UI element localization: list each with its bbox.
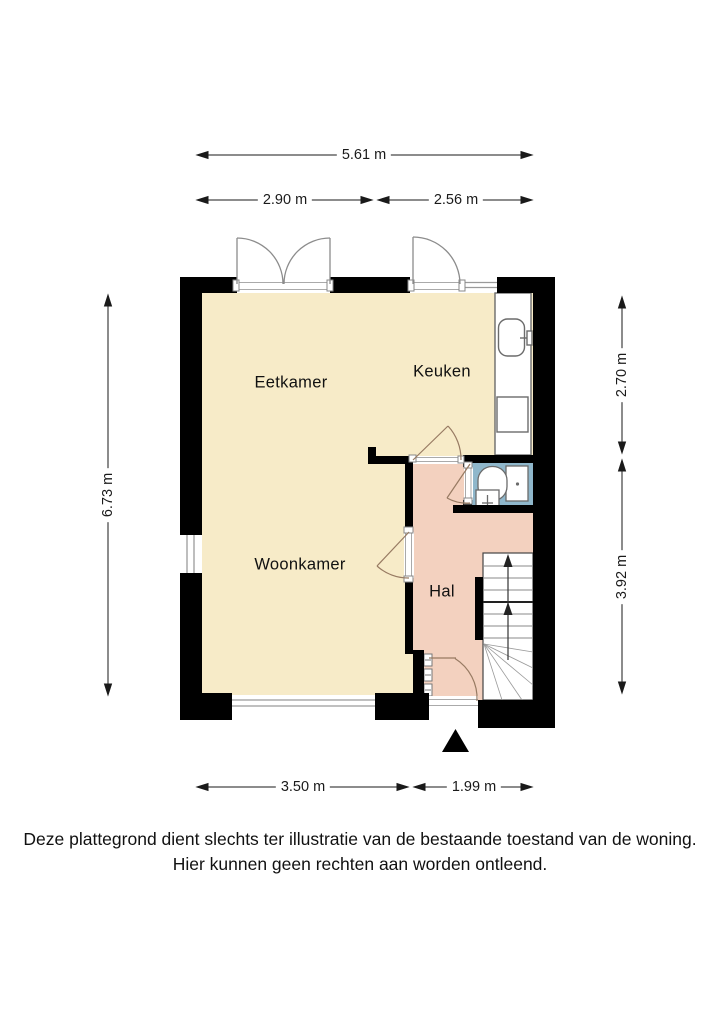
dimension-label: 6.73 m bbox=[100, 468, 116, 522]
double-door-icon bbox=[237, 238, 330, 284]
dimension-label: 5.61 m bbox=[337, 147, 391, 163]
dimension-label: 1.99 m bbox=[447, 779, 501, 795]
dimension-label: 3.50 m bbox=[276, 779, 330, 795]
room-label-eetkamer: Eetkamer bbox=[254, 373, 328, 392]
window-icon bbox=[182, 535, 200, 573]
dimension-label: 2.70 m bbox=[614, 348, 630, 402]
disclaimer-line-1: Deze plattegrond dient slechts ter illustratie van de bestaande toestand van de woning. bbox=[23, 829, 697, 849]
dimension-label: 2.90 m bbox=[258, 192, 312, 208]
room-label-hal: Hal bbox=[429, 582, 455, 601]
faucet-icon bbox=[527, 331, 532, 345]
room-label-keuken: Keuken bbox=[413, 362, 471, 381]
disclaimer bbox=[0, 827, 720, 877]
hall-floor bbox=[413, 513, 533, 553]
cooktop-icon bbox=[497, 397, 528, 432]
window-icon bbox=[232, 695, 375, 711]
room-label-woonkamer: Woonkamer bbox=[254, 555, 346, 574]
dimension-label: 3.92 m bbox=[614, 550, 630, 604]
dimension-label: 2.56 m bbox=[429, 192, 483, 208]
entrance-arrow-icon bbox=[442, 729, 469, 752]
door-icon bbox=[413, 237, 460, 284]
exterior-door-swings bbox=[237, 237, 460, 284]
stairs-icon bbox=[483, 553, 533, 700]
kitchen-counter bbox=[495, 293, 532, 455]
disclaimer-line-2: Hier kunnen geen rechten aan worden ontleend. bbox=[172, 854, 548, 874]
meter-cupboard-icon bbox=[424, 654, 432, 696]
window-icon bbox=[463, 279, 497, 291]
